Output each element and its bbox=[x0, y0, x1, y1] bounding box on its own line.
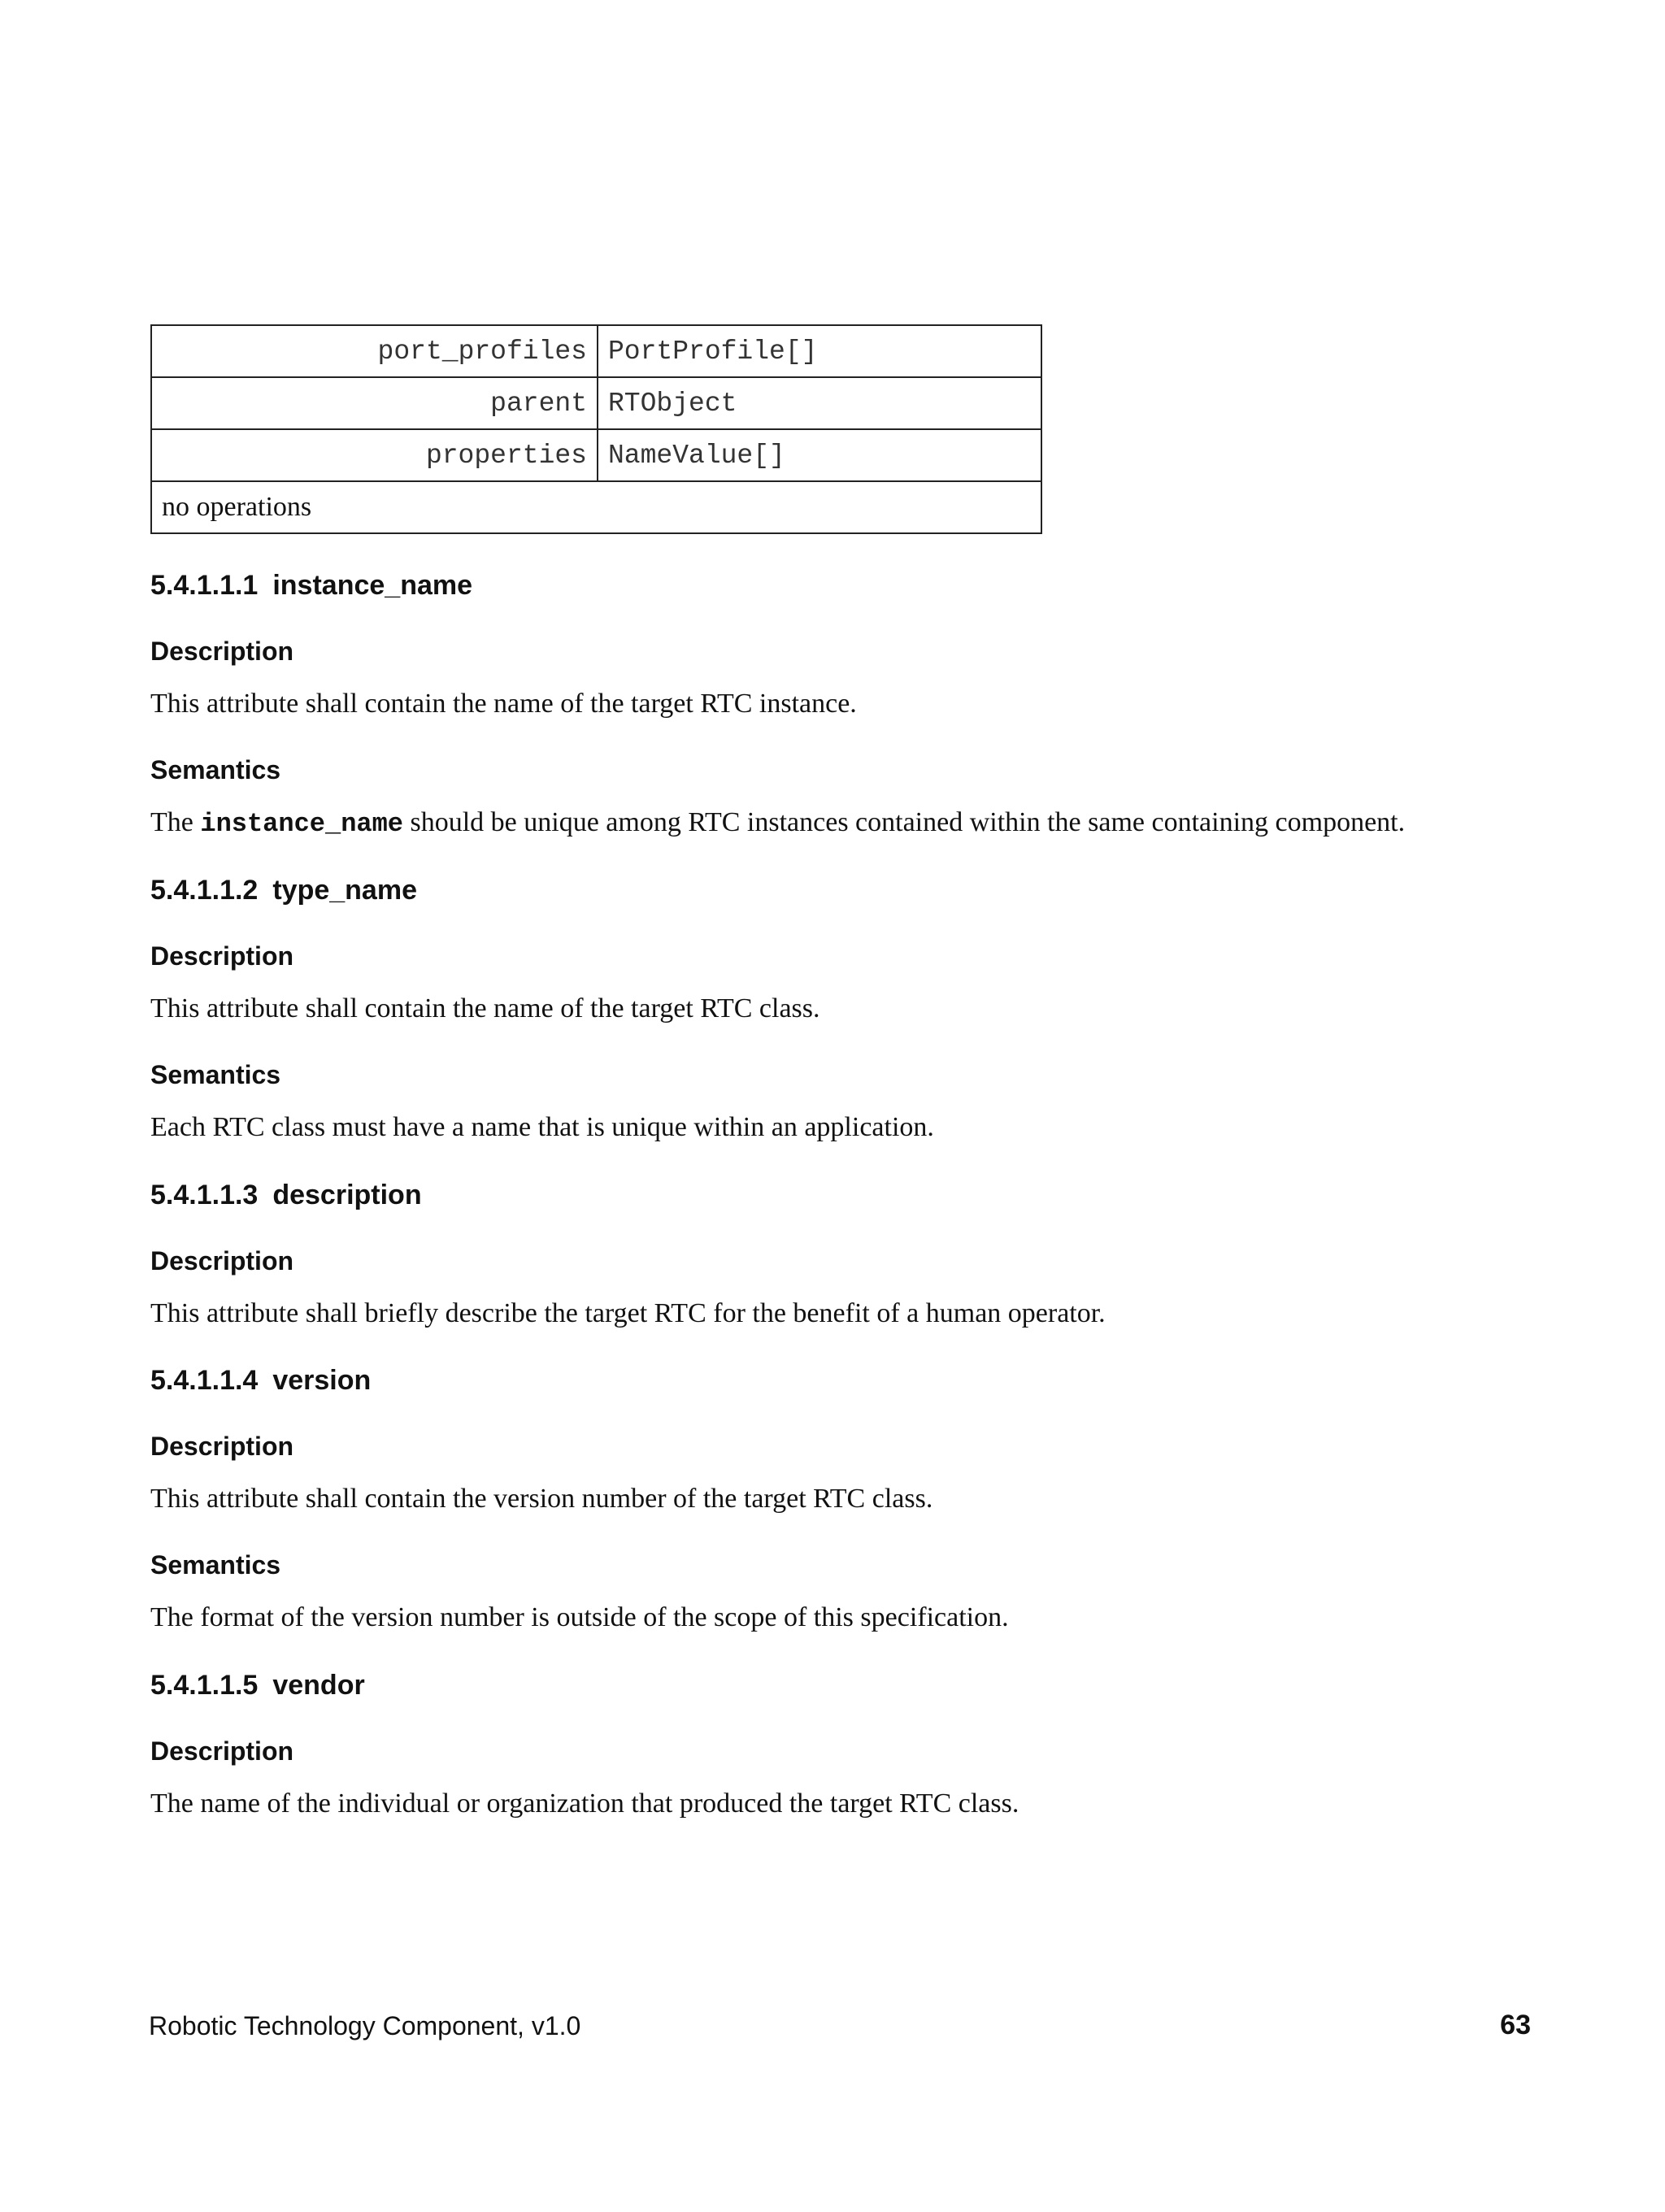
description-heading: Description bbox=[150, 1246, 294, 1275]
table-row bbox=[151, 377, 1041, 429]
table-row bbox=[151, 481, 1041, 533]
section-title: instance_name bbox=[272, 570, 473, 601]
description-text: This attribute shall briefly describe the target RTC for the benefit of a human operator. bbox=[150, 1298, 1106, 1328]
attribute-name-cell: properties bbox=[151, 429, 598, 481]
inline-code: instance_name bbox=[200, 809, 403, 839]
attribute-name-cell: parent bbox=[151, 377, 598, 429]
semantics-text: Each RTC class must have a name that is unique within an application. bbox=[150, 1112, 934, 1142]
semantics-heading: Semantics bbox=[150, 755, 281, 784]
section-title: vendor bbox=[272, 1670, 365, 1701]
attribute-type-cell: RTObject bbox=[598, 377, 1041, 429]
description-heading: Description bbox=[150, 1432, 294, 1461]
section-number: 5.4.1.1.2 bbox=[150, 875, 259, 906]
description-text: This attribute shall contain the version number of the target RTC class. bbox=[150, 1484, 933, 1514]
description-text: This attribute shall contain the name of the target RTC class. bbox=[150, 993, 820, 1023]
semantics-text-end: should be unique among RTC instances contained within the same containing component. bbox=[403, 807, 1406, 837]
semantics-text bbox=[150, 806, 1405, 841]
section-title: type_name bbox=[272, 875, 417, 906]
section-heading-instance-name bbox=[150, 569, 472, 602]
table-row bbox=[151, 429, 1041, 481]
section-number: 5.4.1.1.4 bbox=[150, 1365, 259, 1396]
description-heading: Description bbox=[150, 1736, 294, 1766]
operations-cell: no operations bbox=[151, 481, 1041, 533]
section-heading-version bbox=[150, 1364, 371, 1397]
footer-document-title: Robotic Technology Component, v1.0 bbox=[149, 2011, 581, 2040]
section-title: version bbox=[272, 1365, 372, 1396]
section-number: 5.4.1.1.1 bbox=[150, 570, 259, 601]
section-title: description bbox=[272, 1180, 422, 1210]
section-heading-type-name bbox=[150, 874, 417, 906]
section-heading-vendor bbox=[150, 1669, 365, 1701]
semantics-heading: Semantics bbox=[150, 1060, 281, 1089]
semantics-heading: Semantics bbox=[150, 1550, 281, 1580]
description-heading: Description bbox=[150, 941, 294, 971]
section-number: 5.4.1.1.5 bbox=[150, 1670, 259, 1701]
attribute-type-cell: PortProfile[] bbox=[598, 325, 1041, 377]
attribute-table bbox=[150, 324, 1042, 534]
attribute-name-cell: port_profiles bbox=[151, 325, 598, 377]
section-number: 5.4.1.1.3 bbox=[150, 1180, 259, 1210]
description-text: This attribute shall contain the name of the target RTC instance. bbox=[150, 689, 857, 719]
semantics-text: The format of the version number is outside of the scope of this specification. bbox=[150, 1602, 1009, 1632]
description-text: The name of the individual or organization that produced the target RTC class. bbox=[150, 1788, 1019, 1819]
table-row bbox=[151, 325, 1041, 377]
semantics-text-start: The bbox=[150, 807, 201, 837]
description-heading: Description bbox=[150, 637, 294, 666]
footer-page-number: 63 bbox=[1500, 2010, 1531, 2040]
section-heading-description bbox=[150, 1179, 422, 1211]
attribute-type-cell: NameValue[] bbox=[598, 429, 1041, 481]
